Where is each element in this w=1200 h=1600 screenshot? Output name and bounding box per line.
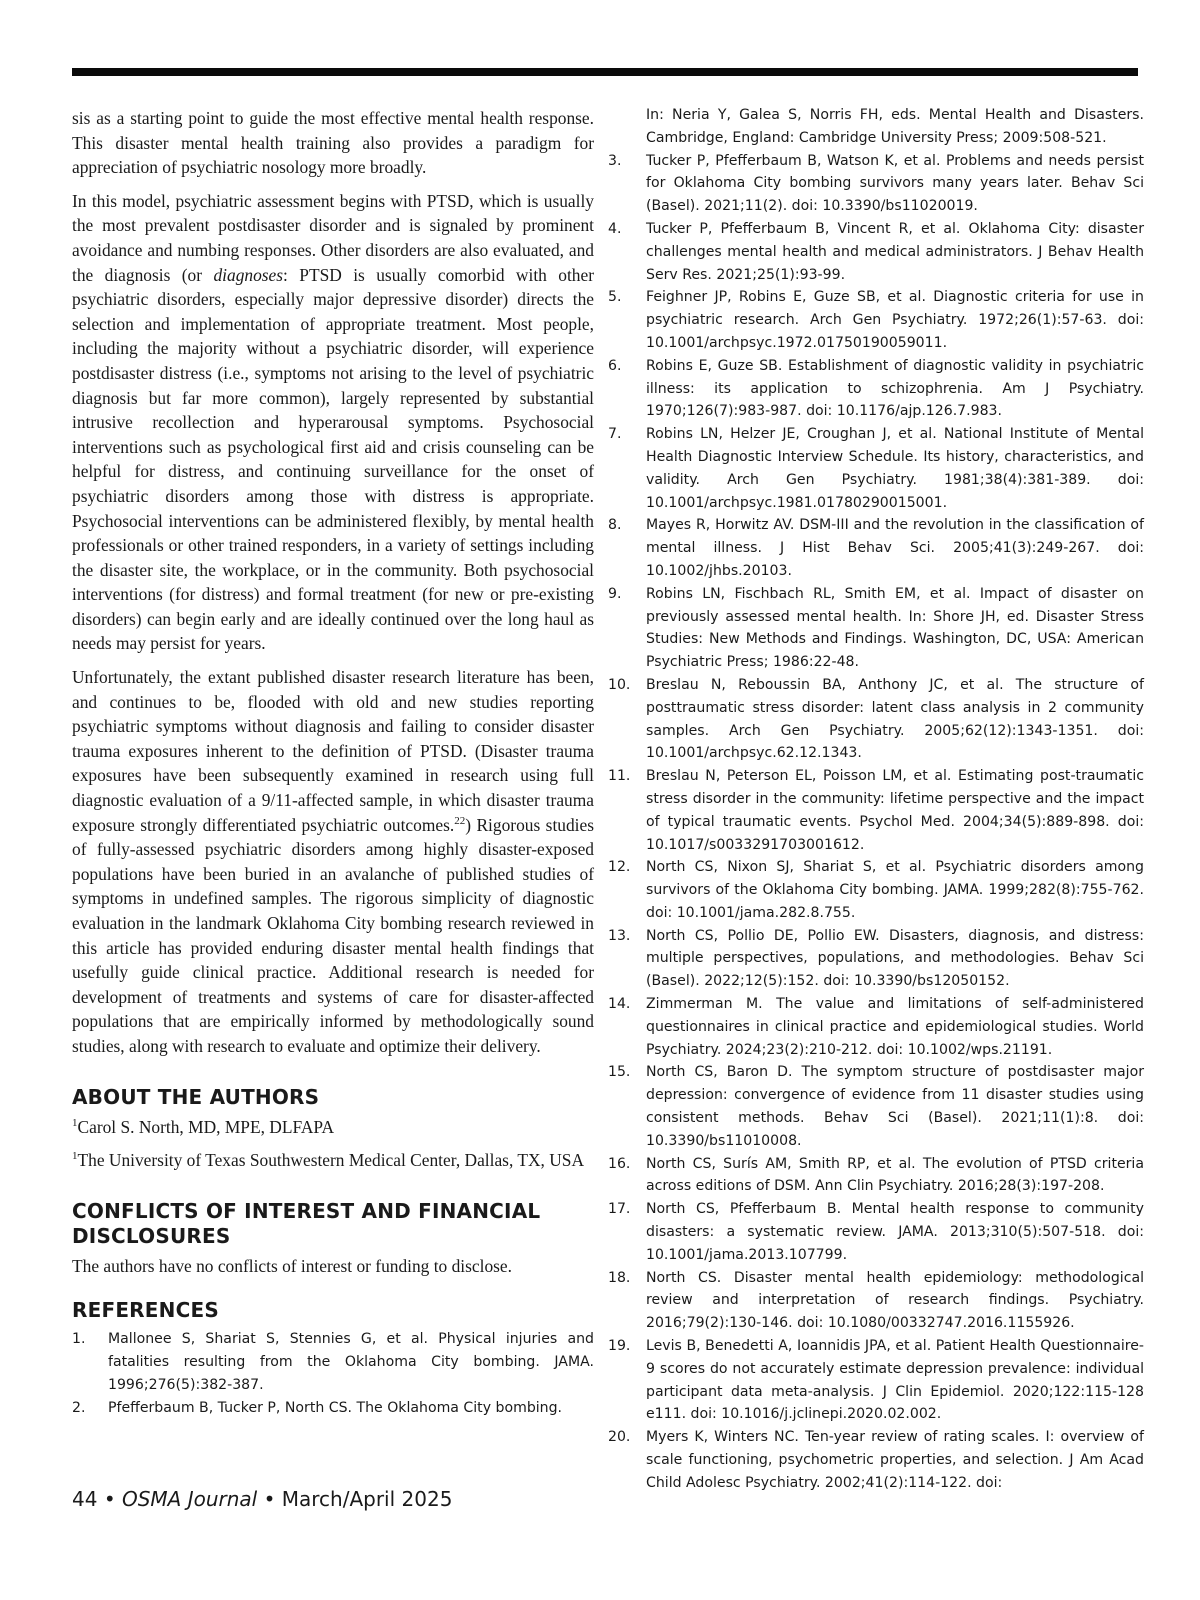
reference-text: Levis B, Benedetti A, Ioannidis JPA, et al. Patient Health Questionnaire-9 scores do not accurately estimate depression prevalence: individual participant data meta-analysis. J Clin Epidemiol. 2020;122:115-128 e111. doi: 10.1016/j.jclinepi.2020.02.002.: [646, 1338, 1144, 1423]
journal-name: OSMA Journal: [121, 1487, 258, 1511]
reference-item: [608, 1267, 1144, 1335]
right-column-references: [608, 104, 1144, 1495]
reference-number: 9.: [608, 585, 622, 602]
reference-number: 4.: [608, 220, 622, 237]
reference-item: [72, 1328, 594, 1396]
reference-number: 8.: [608, 517, 622, 534]
reference-text: North CS, Baron D. The symptom structure of postdisaster major depression: convergence of evidence from 11 disaster studies using consistent methods. Behav Sci (Basel). 2021;11(1):8. doi: 10.3390/bs11010008.: [646, 1064, 1144, 1149]
citation-superscript: 22: [454, 814, 466, 827]
reference-text: Robins E, Guze SB. Establishment of diagnostic validity in psychiatric illness: its application to schizophrenia. Am J Psychiatry. 1970;126(7):983-987. doi: 10.1176/ajp.126.7.983.: [646, 357, 1144, 420]
references-list-left: [72, 1328, 594, 1419]
footer-bullet-2: •: [263, 1487, 276, 1511]
reference-item: [608, 1426, 1144, 1494]
reference-item: [608, 218, 1144, 286]
reference-text: Tucker P, Pfefferbaum B, Vincent R, et al. Oklahoma City: disaster challenges mental health and medical administrators. J Behav Health Serv Res. 2021;25(1):93-99.: [646, 220, 1144, 283]
page-footer: [72, 1486, 452, 1512]
reference-number: 16.: [608, 1155, 631, 1172]
reference-item: [608, 1198, 1144, 1266]
reference-text: Robins LN, Fischbach RL, Smith EM, et al. Impact of disaster on previously assessed mental health. In: Shore JH, ed. Disaster Stress Studies: New Methods and Findings. Washington, DC, USA: American Psychiatric Press; 1986:22-48.: [646, 585, 1144, 671]
reference-number: 7.: [608, 426, 622, 443]
reference-number: 3.: [608, 152, 622, 169]
conflicts-heading: CONFLICTS OF INTEREST AND FINANCIAL DISCLOSURES: [72, 1198, 541, 1248]
reference-number: 18.: [608, 1269, 631, 1286]
reference-text: Myers K, Winters NC. Ten-year review of rating scales. I: overview of scale functioning, psychometric properties, and selection. J Am Acad Child Adolesc Psychiatry. 2002;41(2):114-122. doi:: [646, 1429, 1144, 1491]
body-paragraph-2-a: In this model, psychiatric assessment begins with PTSD, which is usually the most prevalent postdisaster disorder and is signaled by prominent avoidance and numbing responses. Other disorders are also evaluated, and the diagnosis (or: [72, 190, 594, 285]
reference-text: Mallonee S, Shariat S, Stennies G, et al. Physical injuries and fatalities resulting from the Oklahoma City bombing. JAMA. 1996;276(5):382-387.: [108, 1331, 594, 1393]
reference-item: [608, 1061, 1144, 1152]
affiliation-line: [72, 1148, 594, 1173]
issue-date: March/April 2025: [281, 1487, 453, 1511]
reference-number: 20.: [608, 1429, 631, 1446]
top-rule: [72, 68, 1138, 76]
affiliation-superscript: 1: [72, 1150, 78, 1163]
body-paragraph-2: [72, 189, 594, 656]
reference-item: [608, 583, 1144, 674]
left-column: [72, 106, 594, 1420]
footer-bullet-1: •: [103, 1487, 116, 1511]
reference-number: 1.: [72, 1331, 86, 1348]
reference-text: Zimmerman M. The value and limitations of self-administered questionnaires in clinical practice and epidemiological studies. World Psychiatry. 2024;23(2):210-212. doi: 10.1002/wps.21191.: [646, 996, 1144, 1058]
reference-item: [608, 925, 1144, 993]
reference-item: [608, 423, 1144, 514]
reference-item: [608, 514, 1144, 582]
reference-number: 19.: [608, 1338, 631, 1355]
reference-text: Robins LN, Helzer JE, Croughan J, et al. National Institute of Mental Health Diagnostic Interview Schedule. Its history, characteristics, and validity. Arch Gen Psychiatry. 1981;38(4):381-389. doi: 10.1001/archpsyc.1981.01780290015001.: [646, 426, 1144, 511]
conflicts-text: The authors have no conflicts of interest or funding to disclose.: [72, 1255, 512, 1276]
reference-text: Breslau N, Reboussin BA, Anthony JC, et al. The structure of posttraumatic stress disorder: latent class analysis in 2 community samples. Arch Gen Psychiatry. 2005;62(12):1343-1351. doi: 10.1001/archpsyc.62.12.1343.: [646, 676, 1144, 762]
reference-text: Tucker P, Pfefferbaum B, Watson K, et al. Problems and needs persist for Oklahoma City bombing survivors many years later. Behav Sci (Basel). 2021;11(2). doi: 10.3390/bs11020019.: [646, 152, 1144, 215]
reference-item: [608, 355, 1144, 423]
reference-item: [608, 1335, 1144, 1426]
reference-number: 15.: [608, 1064, 631, 1081]
reference-text: North CS, Nixon SJ, Shariat S, et al. Psychiatric disorders among survivors of the Oklahoma City bombing. JAMA. 1999;282(8):755-762. doi: 10.1001/jama.282.8.755.: [646, 859, 1144, 921]
references-heading: REFERENCES: [72, 1298, 219, 1323]
page-number: 44: [72, 1487, 98, 1511]
reference-text: North CS, Pollio DE, Pollio EW. Disasters, diagnosis, and distress: multiple perspectives, populations, and methodologies. Behav Sci (Basel). 2022;12(5):152. doi: 10.3390/bs12050152.: [646, 927, 1144, 990]
reference-number: 10.: [608, 676, 631, 693]
reference-item: [608, 674, 1144, 765]
author-name: Carol S. North, MD, MPE, DLFAPA: [77, 1116, 335, 1137]
reference-item: [608, 1153, 1144, 1199]
body-paragraph-3-a: Unfortunately, the extant published disaster research literature has been, and continues to be, flooded with old and new studies reporting psychiatric symptoms without diagnosis and failing to consider disaster trauma exposures inherent to the definition of PTSD. (Disaster trauma exposures have been subsequently examined in research using full diagnostic evaluation of a 9/11-affected sample, in which disaster trauma exposure strongly differentiated psychiatric outcomes.: [72, 667, 594, 835]
reference-item: [72, 1397, 594, 1420]
body-paragraph-3: [72, 665, 594, 1059]
reference-text: North CS, Pfefferbaum B. Mental health response to community disasters: a systematic review. JAMA. 2013;310(5):507-518. doi: 10.1001/jama.2013.107799.: [646, 1201, 1144, 1263]
reference-text: Mayes R, Horwitz AV. DSM-III and the revolution in the classification of mental illness. J Hist Behav Sci. 2005;41(3):249-267. doi: 10.1002/jhbs.20103.: [646, 517, 1144, 579]
affiliation-text: The University of Texas Southwestern Medical Center, Dallas, TX, USA: [77, 1150, 585, 1171]
reference-text: Breslau N, Peterson EL, Poisson LM, et al. Estimating post-traumatic stress disorder in the community: lifetime perspective and the impact of typical traumatic events. Psychol Med. 2004;34(5):889-898. doi: 10.1017/s0033291703001612.: [646, 768, 1144, 853]
author-line: [72, 1115, 594, 1140]
reference-number: 6.: [608, 357, 622, 374]
reference-text: North CS, Surís AM, Smith RP, et al. The evolution of PTSD criteria across editions of DSM. Ann Clin Psychiatry. 2016;28(3):197-208.: [646, 1155, 1144, 1195]
reference-item: [608, 856, 1144, 924]
reference-number: 14.: [608, 996, 631, 1013]
reference-number: 5.: [608, 289, 622, 306]
reference-number: 12.: [608, 859, 631, 876]
reference-item: [608, 993, 1144, 1061]
reference-text: Pfefferbaum B, Tucker P, North CS. The Oklahoma City bombing.: [108, 1399, 563, 1416]
author-superscript: 1: [72, 1116, 78, 1129]
reference-number: 11.: [608, 768, 631, 785]
reference-text: Feighner JP, Robins E, Guze SB, et al. Diagnostic criteria for use in psychiatric research. Arch Gen Psychiatry. 1972;26(1):57-63. doi: 10.1001/archpsyc.1972.01750190059011.: [646, 289, 1144, 351]
reference-text: North CS. Disaster mental health epidemiology: methodological review and interpretation of research findings. Psychiatry. 2016;79(2):130-146. doi: 10.1080/00332747.2016.1155926.: [646, 1269, 1144, 1332]
reference-item: [608, 150, 1144, 218]
body-paragraph-1: sis as a starting point to guide the most effective mental health response. This disaster mental health training also provides a paradigm for appreciation of psychiatric nosology more broadly.: [72, 108, 594, 178]
reference-number: 2.: [72, 1399, 86, 1416]
body-paragraph-2-italic: diagnoses: [213, 264, 284, 285]
reference-continuation: In: Neria Y, Galea S, Norris FH, eds. Mental Health and Disasters. Cambridge, England: Cambridge University Press; 2009:508-521.: [646, 107, 1144, 146]
reference-number: 17.: [608, 1201, 631, 1218]
body-paragraph-2-b: : PTSD is usually comorbid with other psychiatric disorders, especially major depressive disorder) directs the selection and implementation of appropriate treatment. Most people, including the majority without a psychiatric disorder, will experience postdisaster distress (i.e., symptoms not arising to the level of psychiatric diagnosis but far more common), largely represented by substantial intrusive recollection and hyperarousal symptoms. Psychosocial interventions such as psychological first aid and crisis counseling can be helpful for distress, and continuing surveillance for the onset of psychiatric disorders among those with distress is appropriate. Psychosocial interventions can be administered flexibly, by mental health professionals or other trained responders, in a variety of settings including the disaster site, the workplace, or in the community. Both psychosocial interventions (for distress) and formal treatment (for new or pre-existing disorders) can begin early and are ideally continued over the long haul as needs may persist for years.: [72, 264, 594, 654]
reference-number: 13.: [608, 927, 631, 944]
body-paragraph-3-b: ) Rigorous studies of fully-assessed psychiatric disorders among highly disaster-exposed populations have been buried in an avalanche of published studies of symptoms in undefined samples. The rigorous simplicity of diagnostic evaluation in the landmark Oklahoma City bombing research reviewed in this article has provided enduring disaster mental health findings that usefully guide clinical practice. Additional research is needed for development of treatments and systems of care for disaster-affected populations that are empirically informed by methodologically sound studies, along with research to evaluate and optimize their delivery.: [72, 814, 594, 1056]
reference-item: [608, 286, 1144, 354]
reference-item: [608, 765, 1144, 856]
about-authors-heading: ABOUT THE AUTHORS: [72, 1084, 320, 1109]
